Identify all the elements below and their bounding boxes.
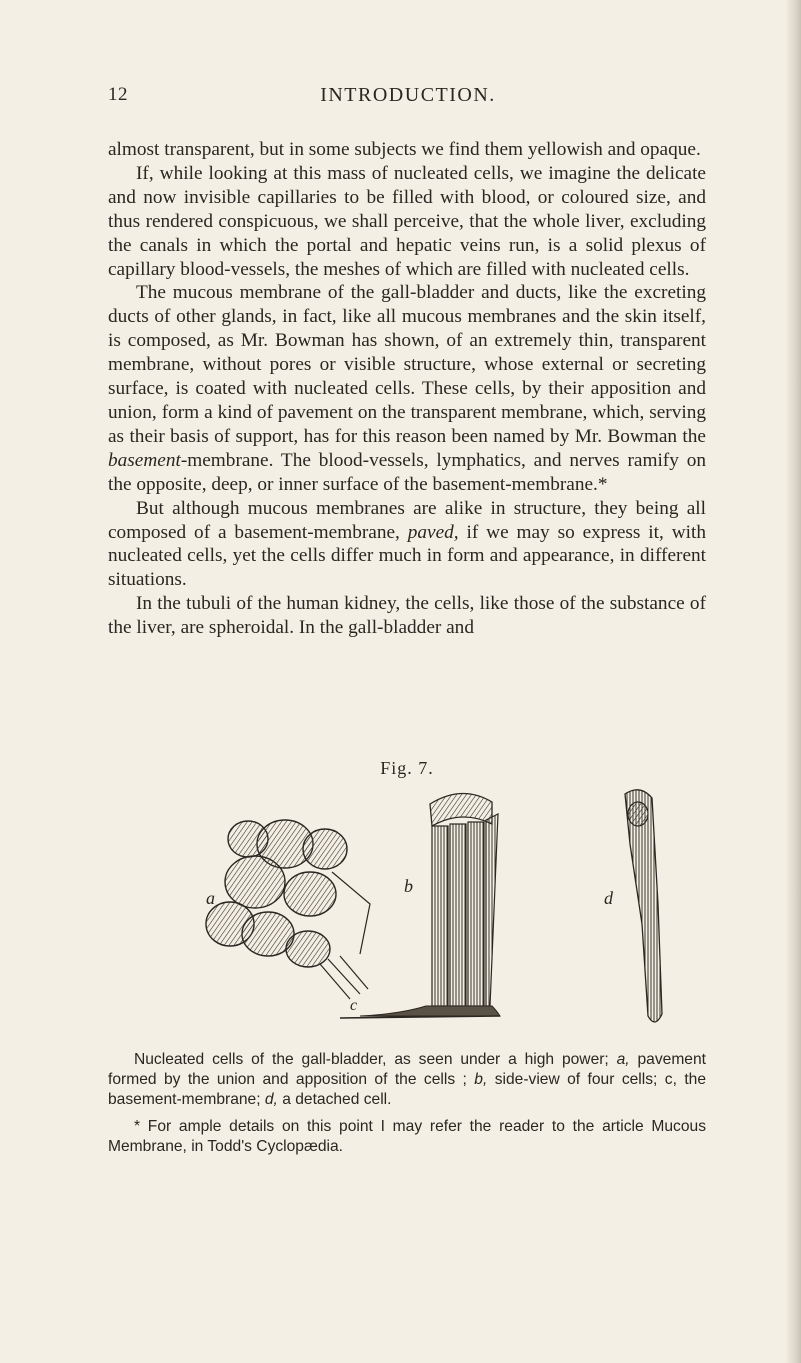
paragraph-3-text: The mucous membrane of the gall-bladder and ducts, like the excreting ducts of other glands, in fact, like all mucous membranes and the skin itself, is composed, as Mr. Bowman has shown, of an extremely thin, transparent membrane, without pores or visible structure, whose external or secreting surface, is coated with nucleated cells. These cells, by their apposition and union, form a kind of pavement on the transparent membrane, which, serving as their basis of support, has for this reason been named by Mr. Bowman the xyxy=(108,282,706,447)
running-head: INTRODUCTION. xyxy=(320,84,496,106)
caption-text-1: Nucleated cells of the gall-bladder, as seen under a high power; xyxy=(134,1051,617,1068)
paragraph-4-text-end: if we may so express it, with nucleated cells, yet the cells differ much in form and appearance, in different situations. xyxy=(108,521,706,591)
figure-caption xyxy=(108,1050,706,1110)
side-view-cells-drawing xyxy=(360,793,500,1016)
paragraph-4 xyxy=(108,497,706,593)
caption-letter-a: a, xyxy=(616,1051,630,1068)
figure-illustration xyxy=(200,784,680,1032)
paragraph-1: almost transparent, but in some subjects we find them yellowish and opaque. xyxy=(108,139,701,160)
pavement-cells-drawing xyxy=(206,820,370,999)
pavement-cell xyxy=(286,931,330,967)
page-edge-shadow xyxy=(785,0,801,1363)
caption-text-2: pavement formed by the union and apposition of the cells ; xyxy=(108,1051,706,1088)
label-a: a xyxy=(206,888,215,908)
detached-cell-drawing xyxy=(625,790,662,1022)
paragraph-3-text-end: -membrane. The blood-vessels, lymphatics, and nerves ramify on the opposite, deep, or inner surface of the basement-membrane.* xyxy=(108,449,706,495)
caption-letter-d: d, xyxy=(264,1091,278,1108)
caption-text-4: a detached cell. xyxy=(277,1091,392,1108)
label-b: b xyxy=(404,876,413,896)
columnar-cell xyxy=(432,826,448,1006)
columnar-cell xyxy=(468,822,484,1006)
page-header xyxy=(108,84,708,114)
caption-text-3: side-view of four cells; c, the basement-membrane; xyxy=(108,1071,706,1108)
pavement-cell xyxy=(228,821,268,857)
pavement-cell xyxy=(303,829,347,869)
paragraph-5: In the tubuli of the human kidney, the cells, like those of the substance of the liver, are spheroidal. In the gall-bladder and xyxy=(108,593,706,639)
columnar-cell xyxy=(450,824,466,1006)
paragraph-3 xyxy=(108,281,706,496)
paragraph-2: If, while looking at this mass of nucleated cells, we imagine the delicate and now invisible capillaries to be filled with blood, or coloured size, and thus rendered conspicuous, we shall perceive, that the whole liver, excluding the canals in which the portal and hepatic veins run, is a solid plexus of capillary blood-vessels, the meshes of which are filled with nucleated cells. xyxy=(108,162,706,280)
caption-letter-b: b, xyxy=(474,1071,488,1088)
pavement-cell xyxy=(284,872,336,916)
body-text xyxy=(108,138,706,640)
page-number: 12 xyxy=(108,84,128,105)
label-d: d xyxy=(604,888,613,908)
figure-label: Fig. 7. xyxy=(380,758,434,778)
cell-nucleus xyxy=(628,802,648,826)
footnote: * For ample details on this point I may refer the reader to the article Mucous Membrane, in Todd's Cyclopædia. xyxy=(108,1118,706,1155)
paragraph-3-italic: basement xyxy=(108,449,181,471)
label-c: c xyxy=(350,997,358,1014)
paragraph-4-text: But although mucous membranes are alike in structure, they being all composed of a basement-membrane, xyxy=(108,497,706,543)
paragraph-4-italic: paved, xyxy=(407,521,459,543)
